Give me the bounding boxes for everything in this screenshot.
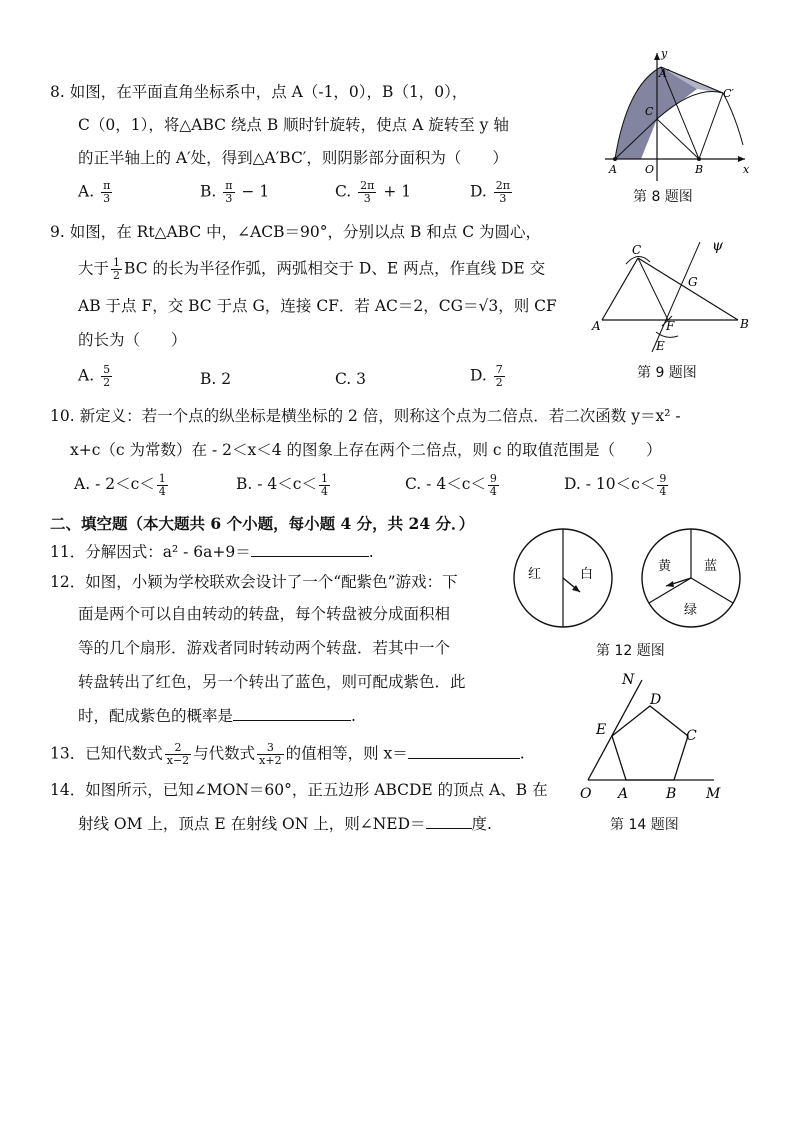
q10-option-a: A. - 2＜c＜ $\frac{1}{4}$ <box>74 471 166 498</box>
q14-label-e: E <box>596 722 607 738</box>
q13-answer-blank[interactable] <box>408 758 520 759</box>
q13: 13．已知代数式 $\frac{2}{x-2}$ 与代数式 $\frac{3}{x+2}$ 的值相等，则 x＝ . <box>50 741 525 767</box>
q14-label-c: C <box>686 728 697 744</box>
q8-label-o: O <box>645 163 655 176</box>
q12-answer-blank[interactable] <box>233 720 351 721</box>
q9-label-g: G <box>688 275 698 289</box>
q8-option-a: A. $\frac{\pi}{3}$ <box>78 179 111 205</box>
q11: 11．分解因式：a² - 6a+9＝ . <box>50 543 374 561</box>
q14-line2: 射线 OM 上，顶点 E 在射线 ON 上，则∠NED＝ 度. <box>78 815 492 833</box>
q8-label-c: C <box>645 105 654 118</box>
spinner-right <box>642 529 740 627</box>
q9-label-e: E <box>656 339 665 353</box>
q9-line4: 的长为（ ） <box>78 331 187 349</box>
q8-option-d: D. $\frac{2\pi}{3}$ <box>470 179 510 205</box>
spinner-label-green: 绿 <box>684 603 698 618</box>
q9-option-d: D. $\frac{7}{2}$ <box>470 363 503 389</box>
q9-line1: 9. 如图，在 Rt△ABC 中，∠ACB＝90°，分别以点 B 和点 C 为圆心， <box>50 223 541 241</box>
q14-label-d: D <box>650 692 662 708</box>
q9-label-f: F <box>666 319 675 333</box>
q12-caption: 第 12 题图 <box>596 643 665 659</box>
q10-option-c: C. - 4＜c＜ $\frac{9}{4}$ <box>405 471 497 498</box>
q8-line2: C（0，1），将△ABC 绕点 B 顺时针旋转，使点 A 旋转至 y 轴 <box>78 116 509 134</box>
q14-caption: 第 14 题图 <box>610 817 679 833</box>
q12-line4: 转盘转出了红色，另一个转出了蓝色，则可配成紫色．此 <box>78 673 466 691</box>
figure-q8 <box>595 45 755 185</box>
q14-label-b: B <box>666 786 677 802</box>
q8-option-c: C. $\frac{2\pi}{3}$ + 1 <box>335 179 412 205</box>
q12-line2: 面是两个可以自由转动的转盘，每个转盘被分成面积相 <box>78 605 451 623</box>
figure-q14 <box>574 668 734 804</box>
q9-label-d: ψ <box>712 238 723 254</box>
q14-label-n: N <box>622 672 635 688</box>
q8-line1: 8. 如图，在平面直角坐标系中，点 A（-1，0），B（1，0）， <box>50 83 468 101</box>
q8-option-b: B. $\frac{\pi}{3}$ − 1 <box>200 179 270 205</box>
q9-label-b: B <box>740 317 749 331</box>
q12-line5: 时，配成紫色的概率是 . <box>78 707 356 725</box>
q9-label-c: C <box>632 243 642 257</box>
figure-q9 <box>588 232 763 362</box>
section-2-heading: 二、填空题（本大题共 6 个小题，每小题 4 分，共 24 分．） <box>50 514 475 533</box>
q8-caption: 第 8 题图 <box>633 189 693 205</box>
q8-label-x: x <box>743 163 750 176</box>
q14-label-o: O <box>580 786 592 802</box>
spinner-label-red: 红 <box>528 567 542 582</box>
q11-answer-blank[interactable] <box>251 556 369 557</box>
q12-line1: 12．如图，小颖为学校联欢会设计了一个“配紫色”游戏：下 <box>50 573 458 591</box>
q9-label-a: A <box>592 319 601 333</box>
q9-caption: 第 9 题图 <box>637 365 697 381</box>
q8-label-b: B <box>695 163 704 176</box>
spinner-label-blue: 蓝 <box>704 559 718 574</box>
q8-label-a1: A′ <box>659 67 670 80</box>
q14-label-m: M <box>706 786 721 802</box>
q9-option-c: C. 3 <box>335 370 367 388</box>
q10-line1: 10. 新定义：若一个点的纵坐标是横坐标的 2 倍，则称这个点为二倍点．若二次函数 y＝x² - <box>50 407 681 425</box>
q8-label-a: A <box>609 163 617 176</box>
q9-line3: AB 于点 F，交 BC 于点 G，连接 CF．若 AC＝2，CG＝√3，则 CF <box>78 297 557 315</box>
q10-option-b: B. - 4＜c＜ $\frac{1}{4}$ <box>236 471 328 498</box>
q14-answer-blank[interactable] <box>426 828 472 829</box>
spinner-left <box>514 529 612 627</box>
q14-line1: 14．如图所示，已知∠MON＝60°，正五边形 ABCDE 的顶点 A、B 在 <box>50 781 548 799</box>
spinner-label-white: 白 <box>580 567 594 582</box>
q10-option-d: D. - 10＜c＜ $\frac{9}{4}$ <box>564 471 667 498</box>
q9-line2: 大于 $\frac{1}{2}$ BC 的长为半径作弧，两弧相交于 D、E 两点，作直线 DE 交 <box>78 256 546 282</box>
q9-option-b: B. 2 <box>200 370 232 388</box>
q8-line3: 的正半轴上的 A′处，得到△A′BC′，则阴影部分面积为（ ） <box>78 149 508 167</box>
q10-line2: x+c（c 为常数）在 - 2＜x＜4 的图象上存在两个二倍点，则 c 的取值范围是（ ） <box>70 441 662 459</box>
figure-q12 <box>508 526 758 636</box>
q8-label-c1: C′ <box>723 87 734 100</box>
q9-option-a: A. $\frac{5}{2}$ <box>78 363 111 389</box>
q14-label-a: A <box>618 786 629 802</box>
q12-line3: 等的几个扇形．游戏者同时转动两个转盘．若其中一个 <box>78 639 451 657</box>
spinner-label-yellow: 黄 <box>658 559 672 574</box>
q8-label-y: y <box>661 47 668 60</box>
